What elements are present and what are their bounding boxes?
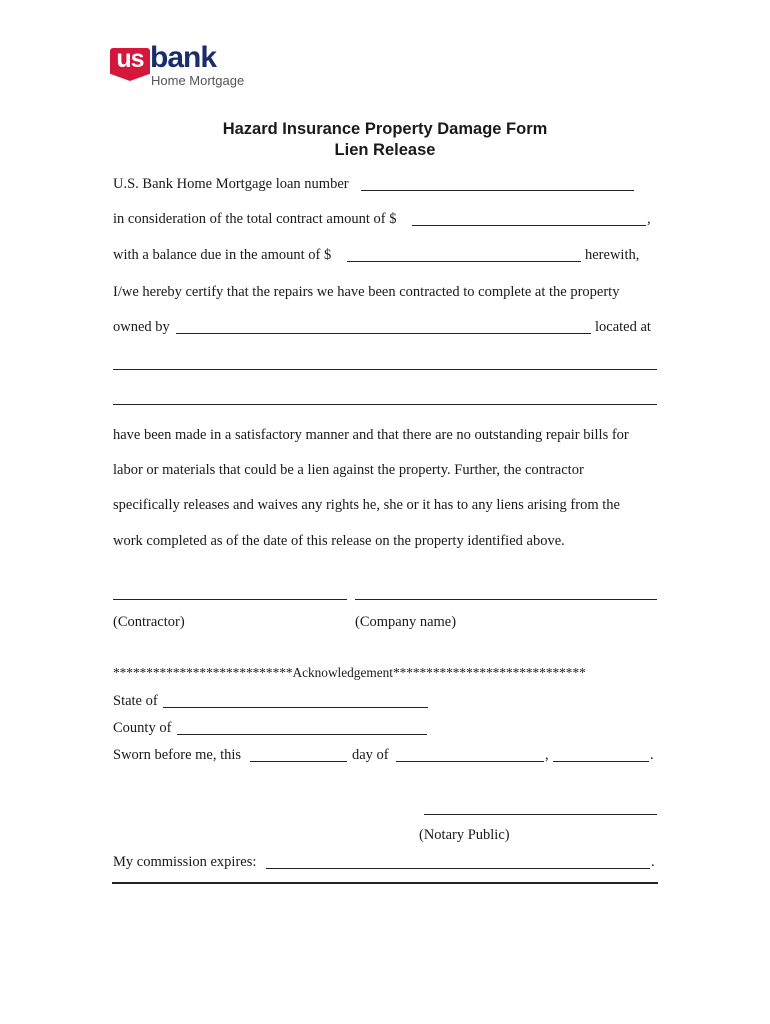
certify-text: I/we hereby certify that the repairs we have been contracted to complete at the property	[113, 284, 620, 300]
logo-tagline: Home Mortgage	[151, 73, 245, 88]
sworn-day-field[interactable]	[250, 761, 347, 762]
sworn-comma: ,	[545, 747, 549, 763]
sworn-label: Sworn before me, this	[113, 747, 242, 763]
bottom-rule	[112, 882, 658, 884]
owned-by-label: owned by	[113, 319, 170, 335]
body-line-4: work completed as of the date of this release on the property identified above.	[113, 533, 565, 549]
commission-period: .	[651, 854, 655, 870]
loan-number-label: U.S. Bank Home Mortgage loan number	[113, 176, 349, 192]
company-name-label: (Company name)	[355, 614, 457, 630]
balance-suffix: herewith,	[585, 247, 640, 263]
notary-public-label: (Notary Public)	[419, 827, 510, 843]
address-line-2[interactable]	[113, 404, 657, 405]
address-line-1[interactable]	[113, 369, 657, 370]
county-field[interactable]	[177, 734, 427, 735]
contract-amount-field[interactable]	[412, 225, 646, 226]
logo-bank-text: bank	[150, 41, 217, 74]
body-line-1: have been made in a satisfactory manner and that there are no outstanding repair bills for	[113, 427, 629, 443]
notary-signature-field[interactable]	[424, 814, 657, 815]
balance-field[interactable]	[347, 261, 581, 262]
body-line-2: labor or materials that could be a lien against the property. Further, the contractor	[113, 462, 584, 478]
sworn-year-field[interactable]	[553, 761, 649, 762]
sworn-period: .	[650, 747, 654, 763]
loan-number-field[interactable]	[361, 190, 634, 191]
body-line-3: specifically releases and waives any rights he, she or it has to any liens arising from the	[113, 497, 620, 513]
owner-field[interactable]	[176, 333, 591, 334]
sworn-month-field[interactable]	[396, 761, 544, 762]
commission-expires-field[interactable]	[266, 868, 650, 869]
balance-label: with a balance due in the amount of $	[113, 247, 332, 263]
logo-us-text: us	[116, 45, 144, 73]
acknowledgement-heading: ***************************Acknowledgement*****************************	[113, 665, 586, 680]
form-subtitle: Lien Release	[334, 141, 436, 159]
state-field[interactable]	[163, 707, 428, 708]
contract-amount-comma: ,	[647, 211, 651, 227]
contract-amount-label: in consideration of the total contract amount of $	[113, 211, 397, 227]
located-at-label: located at	[595, 319, 651, 335]
commission-expires-label: My commission expires:	[113, 854, 257, 870]
company-name-field[interactable]	[355, 599, 657, 600]
county-of-label: County of	[113, 720, 172, 736]
contractor-label: (Contractor)	[113, 614, 185, 630]
day-of-label: day of	[352, 747, 389, 763]
state-of-label: State of	[113, 693, 158, 709]
contractor-signature-field[interactable]	[113, 599, 347, 600]
form-title: Hazard Insurance Property Damage Form	[222, 120, 548, 138]
